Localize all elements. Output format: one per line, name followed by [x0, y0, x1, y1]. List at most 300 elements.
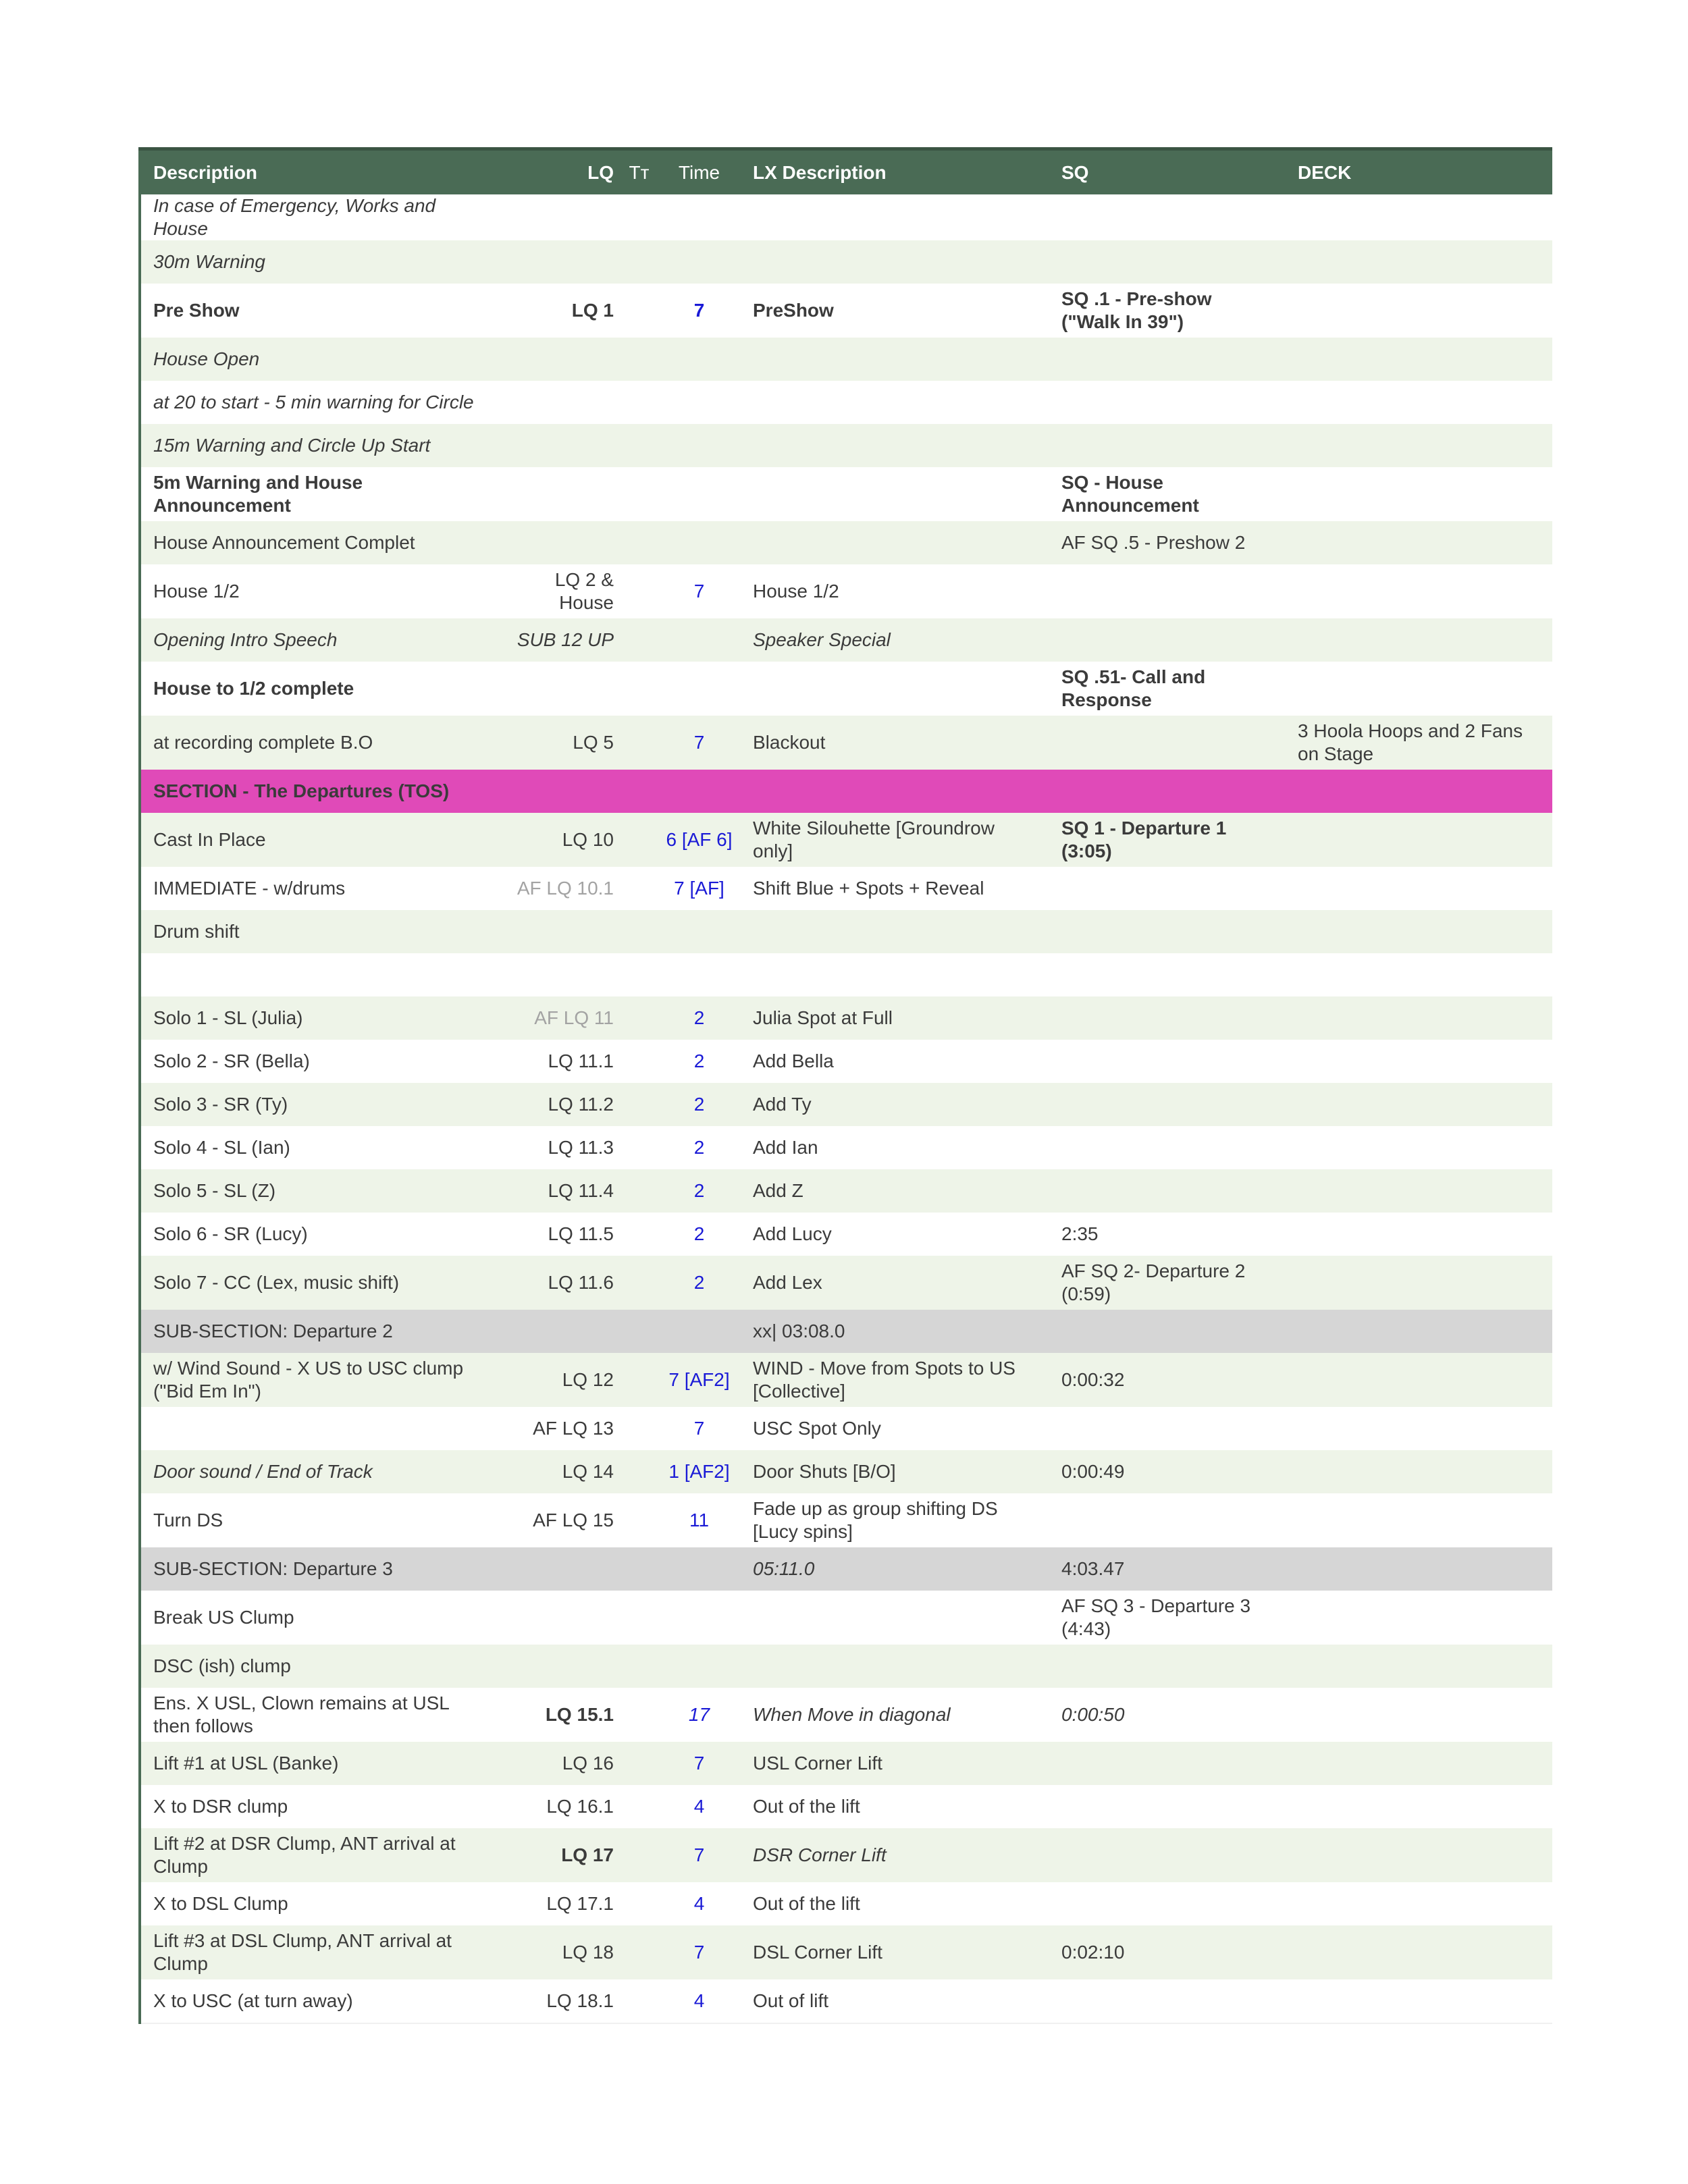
cell-lq[interactable] — [503, 1310, 621, 1353]
cell-lq[interactable]: LQ 11.1 — [503, 1040, 621, 1083]
cell-description[interactable]: DSC (ish) clump — [140, 1645, 503, 1688]
cell-time[interactable] — [658, 662, 741, 716]
cell-deck[interactable] — [1286, 240, 1552, 284]
cell-lx-description[interactable]: Add Ty — [741, 1083, 1049, 1126]
cell-lx-description[interactable]: White Silouhette [Groundrow only] — [741, 813, 1049, 867]
cell-deck[interactable] — [1286, 1493, 1552, 1547]
column-header-lq[interactable]: LQ — [503, 149, 621, 195]
cell-lq[interactable]: LQ 11.3 — [503, 1126, 621, 1169]
cell-sq[interactable] — [1049, 716, 1286, 770]
cell-lx-description[interactable] — [741, 467, 1049, 521]
cell-deck[interactable] — [1286, 194, 1552, 240]
cell-sq[interactable]: 0:00:50 — [1049, 1688, 1286, 1742]
cell-description[interactable]: X to DSR clump — [140, 1785, 503, 1828]
cell-lq[interactable]: LQ 2 & House — [503, 564, 621, 618]
cell-lx-description[interactable]: 05:11.0 — [741, 1547, 1049, 1591]
cell-time[interactable]: 17 — [658, 1688, 741, 1742]
cell-deck[interactable] — [1286, 467, 1552, 521]
cell-deck[interactable] — [1286, 1882, 1552, 1925]
cell-lq[interactable]: LQ 16 — [503, 1742, 621, 1785]
cell-lx-description[interactable]: Out of lift — [741, 1979, 1049, 2023]
cell-deck[interactable] — [1286, 338, 1552, 381]
cell-sq[interactable] — [1049, 1882, 1286, 1925]
cell-description[interactable]: Lift #1 at USL (Banke) — [140, 1742, 503, 1785]
table-row — [140, 1353, 1552, 1407]
cell-description[interactable]: Solo 3 - SR (Ty) — [140, 1083, 503, 1126]
table-row — [140, 1450, 1552, 1493]
cell-tt[interactable] — [621, 1882, 658, 1925]
cell-description[interactable]: X to USC (at turn away) — [140, 1979, 503, 2023]
table-row — [140, 194, 1552, 240]
cell-deck[interactable] — [1286, 1925, 1552, 1979]
cell-tt[interactable] — [621, 1828, 658, 1882]
cell-deck[interactable] — [1286, 770, 1552, 813]
cell-time[interactable]: 4 — [658, 1785, 741, 1828]
cell-lx-description[interactable]: House 1/2 — [741, 564, 1049, 618]
cell-lq[interactable]: LQ 5 — [503, 716, 621, 770]
header-row — [140, 149, 1552, 195]
cell-lx-description[interactable] — [741, 953, 1049, 996]
cell-lq[interactable]: LQ 10 — [503, 813, 621, 867]
cell-time[interactable]: 4 — [658, 1882, 741, 1925]
cell-deck[interactable] — [1286, 910, 1552, 953]
cell-tt[interactable] — [621, 1591, 658, 1645]
cell-lq[interactable] — [503, 1591, 621, 1645]
cell-tt[interactable] — [621, 424, 658, 467]
cell-lq[interactable]: LQ 18 — [503, 1925, 621, 1979]
cell-sq[interactable]: SQ - House Announcement — [1049, 467, 1286, 521]
cell-tt[interactable] — [621, 1742, 658, 1785]
cell-time[interactable] — [658, 381, 741, 424]
cell-deck[interactable] — [1286, 996, 1552, 1040]
cell-deck[interactable]: 3 Hoola Hoops and 2 Fans on Stage — [1286, 716, 1552, 770]
cell-deck[interactable] — [1286, 1645, 1552, 1688]
column-header-tt[interactable]: Tт — [621, 149, 658, 195]
cell-deck[interactable] — [1286, 1256, 1552, 1310]
cell-tt[interactable] — [621, 1126, 658, 1169]
cell-time[interactable]: 7 — [658, 716, 741, 770]
cell-time[interactable] — [658, 910, 741, 953]
cell-lx-description[interactable]: Out of the lift — [741, 1882, 1049, 1925]
cell-deck[interactable] — [1286, 1742, 1552, 1785]
cell-description[interactable]: Solo 7 - CC (Lex, music shift) — [140, 1256, 503, 1310]
table-row — [140, 1256, 1552, 1310]
subsection-title[interactable]: SUB-SECTION: Departure 2 — [140, 1310, 503, 1353]
cell-deck[interactable] — [1286, 1407, 1552, 1450]
cell-deck[interactable] — [1286, 1040, 1552, 1083]
cell-time[interactable]: 2 — [658, 1169, 741, 1213]
cell-deck[interactable] — [1286, 953, 1552, 996]
cell-sq[interactable] — [1049, 1785, 1286, 1828]
cell-time[interactable]: 7 — [658, 284, 741, 338]
cell-tt[interactable] — [621, 1310, 658, 1353]
cell-sq[interactable]: AF SQ 3 - Departure 3 (4:43) — [1049, 1591, 1286, 1645]
cell-deck[interactable] — [1286, 1213, 1552, 1256]
cell-sq[interactable] — [1049, 1742, 1286, 1785]
cell-description[interactable]: 5m Warning and House Announcement — [140, 467, 503, 521]
cell-time[interactable]: 7 — [658, 564, 741, 618]
cue-table — [138, 147, 1552, 2024]
cell-tt[interactable] — [621, 1979, 658, 2023]
cell-description[interactable]: Cast In Place — [140, 813, 503, 867]
cell-description[interactable]: 15m Warning and Circle Up Start — [140, 424, 503, 467]
cell-sq[interactable] — [1049, 1083, 1286, 1126]
cell-time[interactable] — [658, 1547, 741, 1591]
cell-description[interactable]: Solo 2 - SR (Bella) — [140, 1040, 503, 1083]
cell-time[interactable] — [658, 953, 741, 996]
cell-lq[interactable]: AF LQ 13 — [503, 1407, 621, 1450]
cell-time[interactable]: 2 — [658, 1126, 741, 1169]
cell-lq[interactable]: LQ 15.1 — [503, 1688, 621, 1742]
cell-deck[interactable] — [1286, 867, 1552, 910]
cell-lq[interactable] — [503, 338, 621, 381]
cell-time[interactable]: 7 — [658, 1828, 741, 1882]
cell-sq[interactable] — [1049, 1645, 1286, 1688]
cell-tt[interactable] — [621, 662, 658, 716]
cell-lq[interactable] — [503, 467, 621, 521]
cell-time[interactable] — [658, 521, 741, 564]
cell-lx-description[interactable]: Fade up as group shifting DS [Lucy spins] — [741, 1493, 1049, 1547]
table-row — [140, 338, 1552, 381]
cell-lq[interactable]: LQ 11.5 — [503, 1213, 621, 1256]
cell-time[interactable]: 7 — [658, 1742, 741, 1785]
cell-sq[interactable] — [1049, 1979, 1286, 2023]
cell-deck[interactable] — [1286, 1450, 1552, 1493]
cell-lq[interactable] — [503, 770, 621, 813]
cell-time[interactable]: 2 — [658, 1083, 741, 1126]
cell-deck[interactable] — [1286, 1785, 1552, 1828]
cell-sq[interactable] — [1049, 1126, 1286, 1169]
subsection-title[interactable]: SUB-SECTION: Departure 3 — [140, 1547, 503, 1591]
cell-deck[interactable] — [1286, 521, 1552, 564]
subsection-row — [140, 1547, 1552, 1591]
cell-lx-description[interactable] — [741, 424, 1049, 467]
cell-time[interactable]: 7 — [658, 1407, 741, 1450]
cell-lq[interactable]: LQ 14 — [503, 1450, 621, 1493]
cell-description[interactable]: 30m Warning — [140, 240, 503, 284]
cell-sq[interactable]: AF SQ 2- Departure 2 (0:59) — [1049, 1256, 1286, 1310]
cell-deck[interactable] — [1286, 424, 1552, 467]
cell-sq[interactable]: AF SQ .5 - Preshow 2 — [1049, 521, 1286, 564]
table-row — [140, 618, 1552, 662]
cell-lx-description[interactable]: Add Ian — [741, 1126, 1049, 1169]
cell-deck[interactable] — [1286, 1547, 1552, 1591]
cell-tt[interactable] — [621, 1688, 658, 1742]
cell-description[interactable]: at 20 to start - 5 min warning for Circle — [140, 381, 503, 424]
cell-sq[interactable] — [1049, 910, 1286, 953]
cell-tt[interactable] — [621, 716, 658, 770]
table-row — [140, 1407, 1552, 1450]
cell-sq[interactable] — [1049, 618, 1286, 662]
cell-lq[interactable]: LQ 11.2 — [503, 1083, 621, 1126]
cell-description[interactable]: X to DSL Clump — [140, 1882, 503, 1925]
cell-description[interactable]: House Open — [140, 338, 503, 381]
cell-deck[interactable] — [1286, 381, 1552, 424]
table-row — [140, 521, 1552, 564]
cell-sq[interactable]: 0:00:32 — [1049, 1353, 1286, 1407]
table-row — [140, 1169, 1552, 1213]
cell-sq[interactable]: SQ .1 - Pre-show ("Walk In 39") — [1049, 284, 1286, 338]
cell-lq[interactable]: SUB 12 UP — [503, 618, 621, 662]
column-header-description[interactable]: Description — [140, 149, 503, 195]
cell-sq[interactable]: 0:02:10 — [1049, 1925, 1286, 1979]
cell-sq[interactable]: 4:03.47 — [1049, 1547, 1286, 1591]
cell-tt[interactable] — [621, 240, 658, 284]
cell-sq[interactable] — [1049, 1493, 1286, 1547]
cell-description[interactable]: Turn DS — [140, 1493, 503, 1547]
cell-tt[interactable] — [621, 338, 658, 381]
cell-tt[interactable] — [621, 521, 658, 564]
cell-lx-description[interactable] — [741, 381, 1049, 424]
cue-sheet — [138, 147, 1551, 2024]
cell-lq[interactable] — [503, 910, 621, 953]
cell-deck[interactable] — [1286, 1126, 1552, 1169]
table-row — [140, 1040, 1552, 1083]
cell-tt[interactable] — [621, 1213, 658, 1256]
cell-lx-description[interactable] — [741, 910, 1049, 953]
cell-time[interactable] — [658, 338, 741, 381]
cell-lx-description[interactable]: Add Lex — [741, 1256, 1049, 1310]
cell-lq[interactable]: AF LQ 11 — [503, 996, 621, 1040]
cell-description[interactable]: Opening Intro Speech — [140, 618, 503, 662]
cell-time[interactable]: 2 — [658, 1256, 741, 1310]
cell-deck[interactable] — [1286, 1828, 1552, 1882]
cell-tt[interactable] — [621, 194, 658, 240]
cell-lq[interactable]: AF LQ 15 — [503, 1493, 621, 1547]
cell-lq[interactable]: LQ 18.1 — [503, 1979, 621, 2023]
cell-time[interactable] — [658, 770, 741, 813]
cell-description[interactable]: In case of Emergency, Works and House — [140, 194, 503, 240]
cell-lx-description[interactable] — [741, 338, 1049, 381]
cell-sq[interactable] — [1049, 1040, 1286, 1083]
cell-tt[interactable] — [621, 381, 658, 424]
cell-time[interactable] — [658, 240, 741, 284]
cell-lq[interactable] — [503, 381, 621, 424]
cell-lq[interactable]: AF LQ 10.1 — [503, 867, 621, 910]
cell-lx-description[interactable]: Door Shuts [B/O] — [741, 1450, 1049, 1493]
cell-sq[interactable] — [1049, 381, 1286, 424]
cell-tt[interactable] — [621, 564, 658, 618]
cell-tt[interactable] — [621, 1925, 658, 1979]
cell-description[interactable] — [140, 1407, 503, 1450]
cell-deck[interactable] — [1286, 1169, 1552, 1213]
cell-sq[interactable] — [1049, 1169, 1286, 1213]
cell-sq[interactable] — [1049, 867, 1286, 910]
cell-description[interactable]: w/ Wind Sound - X US to USC clump ("Bid Em In") — [140, 1353, 503, 1407]
cell-tt[interactable] — [621, 467, 658, 521]
cell-lx-description[interactable] — [741, 194, 1049, 240]
cell-tt[interactable] — [621, 953, 658, 996]
cell-tt[interactable] — [621, 1493, 658, 1547]
cell-sq[interactable] — [1049, 424, 1286, 467]
cell-description[interactable]: Solo 1 - SL (Julia) — [140, 996, 503, 1040]
cell-time[interactable] — [658, 1645, 741, 1688]
cell-sq[interactable] — [1049, 240, 1286, 284]
table-row — [140, 662, 1552, 716]
cell-lx-description[interactable] — [741, 1591, 1049, 1645]
cell-time[interactable]: 7 — [658, 1925, 741, 1979]
cell-tt[interactable] — [621, 867, 658, 910]
cell-description[interactable]: House Announcement Complet — [140, 521, 503, 564]
cell-lx-description[interactable]: Speaker Special — [741, 618, 1049, 662]
cell-description[interactable]: Break US Clump — [140, 1591, 503, 1645]
cell-lq[interactable] — [503, 1645, 621, 1688]
cell-lx-description[interactable] — [741, 1645, 1049, 1688]
cell-tt[interactable] — [621, 1645, 658, 1688]
cell-description[interactable]: Lift #2 at DSR Clump, ANT arrival at Clump — [140, 1828, 503, 1882]
cell-lq[interactable] — [503, 240, 621, 284]
cell-sq[interactable] — [1049, 338, 1286, 381]
cell-lq[interactable]: LQ 17.1 — [503, 1882, 621, 1925]
cell-deck[interactable] — [1286, 662, 1552, 716]
cell-tt[interactable] — [621, 284, 658, 338]
cell-lq[interactable] — [503, 521, 621, 564]
cell-time[interactable]: 7 [AF2] — [658, 1353, 741, 1407]
cell-deck[interactable] — [1286, 1310, 1552, 1353]
cell-sq[interactable]: 2:35 — [1049, 1213, 1286, 1256]
cell-description[interactable]: Door sound / End of Track — [140, 1450, 503, 1493]
cell-lx-description[interactable]: DSL Corner Lift — [741, 1925, 1049, 1979]
cell-time[interactable] — [658, 618, 741, 662]
cell-lx-description[interactable]: USL Corner Lift — [741, 1742, 1049, 1785]
cell-tt[interactable] — [621, 813, 658, 867]
cell-lq[interactable] — [503, 953, 621, 996]
section-title[interactable]: SECTION - The Departures (TOS) — [140, 770, 503, 813]
cell-lq[interactable] — [503, 194, 621, 240]
cell-lq[interactable]: LQ 11.6 — [503, 1256, 621, 1310]
cell-tt[interactable] — [621, 618, 658, 662]
cell-lx-description[interactable]: xx| 03:08.0 — [741, 1310, 1049, 1353]
cell-lx-description[interactable]: WIND - Move from Spots to US [Collective] — [741, 1353, 1049, 1407]
cell-lq[interactable] — [503, 662, 621, 716]
column-header-time[interactable]: Time — [658, 149, 741, 195]
cell-description[interactable] — [140, 953, 503, 996]
cell-lx-description[interactable]: Add Bella — [741, 1040, 1049, 1083]
cell-lx-description[interactable]: When Move in diagonal — [741, 1688, 1049, 1742]
cell-tt[interactable] — [621, 1407, 658, 1450]
cell-lq[interactable]: LQ 17 — [503, 1828, 621, 1882]
cell-lx-description[interactable] — [741, 770, 1049, 813]
cell-lq[interactable]: LQ 1 — [503, 284, 621, 338]
table-row — [140, 1126, 1552, 1169]
cell-sq[interactable]: 0:00:49 — [1049, 1450, 1286, 1493]
table-row — [140, 953, 1552, 996]
cell-sq[interactable] — [1049, 194, 1286, 240]
cell-lx-description[interactable] — [741, 240, 1049, 284]
cell-description[interactable]: Solo 5 - SL (Z) — [140, 1169, 503, 1213]
cell-deck[interactable] — [1286, 1688, 1552, 1742]
cell-deck[interactable] — [1286, 1083, 1552, 1126]
cell-lx-description[interactable]: PreShow — [741, 284, 1049, 338]
cell-time[interactable] — [658, 1310, 741, 1353]
cell-lx-description[interactable]: Add Lucy — [741, 1213, 1049, 1256]
cell-description[interactable]: Solo 6 - SR (Lucy) — [140, 1213, 503, 1256]
subsection-row — [140, 1310, 1552, 1353]
cell-sq[interactable] — [1049, 1407, 1286, 1450]
cell-time[interactable]: 2 — [658, 996, 741, 1040]
cell-tt[interactable] — [621, 1040, 658, 1083]
cell-lx-description[interactable]: DSR Corner Lift — [741, 1828, 1049, 1882]
cell-lx-description[interactable]: Julia Spot at Full — [741, 996, 1049, 1040]
cell-sq[interactable] — [1049, 770, 1286, 813]
cell-lx-description[interactable]: Shift Blue + Spots + Reveal — [741, 867, 1049, 910]
cell-lx-description[interactable]: Add Z — [741, 1169, 1049, 1213]
cell-tt[interactable] — [621, 1256, 658, 1310]
cell-time[interactable] — [658, 1591, 741, 1645]
cell-tt[interactable] — [621, 1785, 658, 1828]
cell-sq[interactable] — [1049, 1310, 1286, 1353]
column-header-deck[interactable]: DECK — [1286, 149, 1552, 195]
column-header-sq[interactable]: SQ — [1049, 149, 1286, 195]
cell-time[interactable]: 1 [AF2] — [658, 1450, 741, 1493]
cell-tt[interactable] — [621, 770, 658, 813]
cell-deck[interactable] — [1286, 1353, 1552, 1407]
cell-sq[interactable]: SQ .51- Call and Response — [1049, 662, 1286, 716]
cell-lq[interactable]: LQ 12 — [503, 1353, 621, 1407]
cell-description[interactable]: Solo 4 - SL (Ian) — [140, 1126, 503, 1169]
cell-description[interactable]: at recording complete B.O — [140, 716, 503, 770]
cell-description[interactable]: Drum shift — [140, 910, 503, 953]
cell-sq[interactable] — [1049, 1828, 1286, 1882]
cell-tt[interactable] — [621, 996, 658, 1040]
cell-description[interactable]: Lift #3 at DSL Clump, ANT arrival at Clump — [140, 1925, 503, 1979]
cell-deck[interactable] — [1286, 618, 1552, 662]
cell-tt[interactable] — [621, 1547, 658, 1591]
cell-deck[interactable] — [1286, 813, 1552, 867]
cell-description[interactable]: House to 1/2 complete — [140, 662, 503, 716]
cell-sq[interactable] — [1049, 564, 1286, 618]
cell-time[interactable] — [658, 194, 741, 240]
cell-deck[interactable] — [1286, 284, 1552, 338]
cell-sq[interactable] — [1049, 996, 1286, 1040]
cell-lq[interactable] — [503, 1547, 621, 1591]
cell-lq[interactable]: LQ 16.1 — [503, 1785, 621, 1828]
cell-tt[interactable] — [621, 1353, 658, 1407]
cell-description[interactable]: Pre Show — [140, 284, 503, 338]
cell-time[interactable]: 7 [AF] — [658, 867, 741, 910]
cell-lx-description[interactable]: USC Spot Only — [741, 1407, 1049, 1450]
column-header-lx-description[interactable]: LX Description — [741, 149, 1049, 195]
cell-time[interactable]: 2 — [658, 1213, 741, 1256]
cell-description[interactable]: Ens. X USL, Clown remains at USL then follows — [140, 1688, 503, 1742]
cell-deck[interactable] — [1286, 1979, 1552, 2023]
cell-lx-description[interactable]: Blackout — [741, 716, 1049, 770]
cell-tt[interactable] — [621, 1083, 658, 1126]
cell-time[interactable] — [658, 467, 741, 521]
cell-lx-description[interactable] — [741, 521, 1049, 564]
table-row — [140, 284, 1552, 338]
cell-sq[interactable] — [1049, 953, 1286, 996]
cell-tt[interactable] — [621, 1450, 658, 1493]
cell-time[interactable]: 4 — [658, 1979, 741, 2023]
cell-deck[interactable] — [1286, 564, 1552, 618]
cell-lq[interactable] — [503, 424, 621, 467]
cell-lx-description[interactable] — [741, 662, 1049, 716]
cell-tt[interactable] — [621, 1169, 658, 1213]
cell-lx-description[interactable]: Out of the lift — [741, 1785, 1049, 1828]
cell-lq[interactable]: LQ 11.4 — [503, 1169, 621, 1213]
cell-deck[interactable] — [1286, 1591, 1552, 1645]
cell-description[interactable]: IMMEDIATE - w/drums — [140, 867, 503, 910]
cell-time[interactable] — [658, 424, 741, 467]
cell-time[interactable]: 6 [AF 6] — [658, 813, 741, 867]
cell-time[interactable]: 11 — [658, 1493, 741, 1547]
cell-tt[interactable] — [621, 910, 658, 953]
cell-description[interactable]: House 1/2 — [140, 564, 503, 618]
cell-sq[interactable]: SQ 1 - Departure 1 (3:05) — [1049, 813, 1286, 867]
cell-time[interactable]: 2 — [658, 1040, 741, 1083]
table-row — [140, 381, 1552, 424]
